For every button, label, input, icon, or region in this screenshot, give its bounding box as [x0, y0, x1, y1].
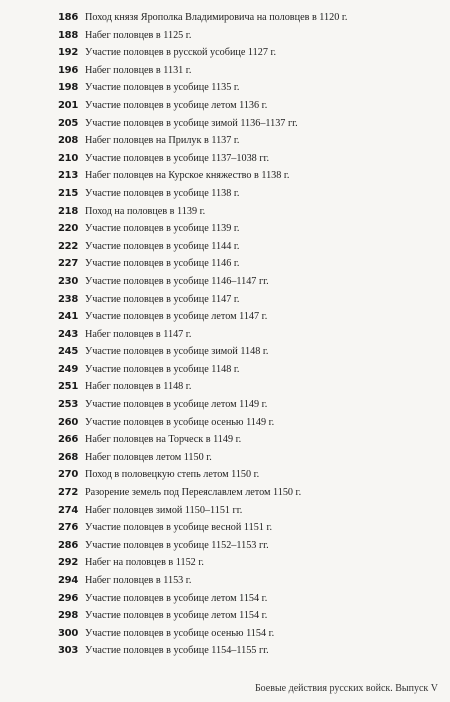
toc-entry-title: Участие половцев в усобице зимой 1136–1137 гг.	[85, 117, 298, 129]
toc-page-number: 286	[58, 539, 78, 551]
toc-entry	[48, 206, 438, 224]
toc-entry-title: Участие половцев в усобице осенью 1154 г.	[85, 627, 275, 639]
toc-entry	[48, 82, 438, 100]
toc-entry	[48, 645, 438, 663]
toc-page-number: 272	[58, 487, 78, 499]
toc-entry	[48, 118, 438, 136]
toc-page-number: 274	[58, 504, 78, 516]
toc-entry-title: Участие половцев в усобице летом 1147 г.	[85, 311, 268, 323]
toc-page-number: 188	[58, 29, 78, 41]
toc-entry-title: Участие половцев в усобице 1154–1155 гг.	[85, 645, 269, 657]
toc-entry	[48, 452, 438, 470]
toc-page-number: 266	[58, 434, 78, 446]
toc-entry	[48, 434, 438, 452]
toc-page-number: 192	[58, 47, 78, 59]
toc-page-number: 241	[58, 311, 78, 323]
toc-page-number: 186	[58, 12, 78, 23]
toc-entry	[48, 65, 438, 83]
toc-entry-title: Участие половцев в усобице весной 1151 г.	[85, 522, 273, 534]
toc-entry-title: Набег половцев на Прилук в 1137 г.	[85, 135, 240, 147]
toc-entry-title: Набег половцев в 1148 г.	[85, 381, 192, 393]
toc-page-number: 205	[58, 117, 78, 129]
toc-page-number: 227	[58, 258, 78, 270]
toc-entry-title: Участие половцев в усобице 1148 г.	[85, 363, 240, 375]
toc-entry	[48, 258, 438, 276]
toc-entry	[48, 557, 438, 575]
toc-entry	[48, 47, 438, 65]
toc-entry-title: Участие половцев в усобице 1146–1147 гг.	[85, 275, 269, 287]
toc-page-number: 260	[58, 416, 78, 428]
toc-page-number: 222	[58, 240, 78, 252]
toc-entry	[48, 294, 438, 312]
toc-page-number: 303	[58, 645, 78, 657]
toc-page-number: 208	[58, 135, 78, 147]
toc-entry	[48, 170, 438, 188]
toc-entry	[48, 346, 438, 364]
table-of-contents	[48, 12, 438, 663]
toc-page-number: 294	[58, 575, 78, 586]
toc-entry-title: Участие половцев в усобице 1144 г.	[85, 240, 240, 252]
toc-page-number: 230	[58, 275, 78, 287]
toc-entry-title: Поход в половецкую степь летом 1150 г.	[85, 469, 260, 481]
toc-entry-title: Участие половцев в усобице осенью 1149 г.	[85, 416, 275, 428]
toc-entry-title: Участие половцев в усобице зимой 1148 г.	[85, 346, 269, 358]
toc-entry	[48, 522, 438, 540]
toc-page-number: 268	[58, 451, 78, 463]
toc-entry	[48, 241, 438, 259]
toc-entry-title: Участие половцев в усобице летом 1154 г.	[85, 592, 268, 604]
toc-entry	[48, 276, 438, 294]
toc-entry-title: Участие половцев в усобице 1139 г.	[85, 223, 240, 235]
toc-entry-title: Участие половцев в русской усобице 1127 г.	[85, 47, 277, 59]
toc-entry	[48, 30, 438, 48]
toc-entry-title: Участие половцев в усобице 1152–1153 гг.	[85, 539, 269, 551]
toc-entry	[48, 540, 438, 558]
toc-entry-title: Участие половцев в усобице летом 1154 г.	[85, 610, 268, 622]
toc-entry	[48, 223, 438, 241]
toc-entry	[48, 188, 438, 206]
toc-page-number: 292	[58, 557, 78, 569]
toc-entry	[48, 364, 438, 382]
toc-entry-title: Участие половцев в усобице 1147 г.	[85, 293, 240, 305]
toc-page-number: 218	[58, 205, 78, 217]
toc-entry	[48, 135, 438, 153]
toc-page-number: 249	[58, 363, 78, 375]
toc-entry-title: Участие половцев в усобице 1137–1038 гг.	[85, 152, 270, 164]
toc-entry	[48, 399, 438, 417]
toc-entry	[48, 153, 438, 171]
toc-page-number: 298	[58, 610, 78, 622]
toc-entry-title: Набег половцев в 1147 г.	[85, 328, 192, 340]
toc-page-number: 253	[58, 399, 78, 411]
toc-entry-title: Набег половцев в 1131 г.	[85, 64, 192, 76]
toc-page-number: 270	[58, 469, 78, 481]
toc-entry-title: Набег половцев на Торческ в 1149 г.	[85, 434, 242, 446]
toc-entry	[48, 628, 438, 646]
toc-entry	[48, 100, 438, 118]
toc-page-number: 220	[58, 223, 78, 235]
toc-entry-title: Поход князя Ярополка Владимировича на половцев в 1120 г.	[85, 12, 348, 23]
toc-page-number: 238	[58, 293, 78, 305]
toc-page-number: 245	[58, 346, 78, 358]
toc-entry	[48, 593, 438, 611]
toc-entry-title: Участие половцев в усобице летом 1149 г.	[85, 399, 268, 411]
toc-entry	[48, 329, 438, 347]
toc-entry	[48, 487, 438, 505]
toc-entry	[48, 311, 438, 329]
toc-entry	[48, 12, 438, 30]
toc-page-number: 210	[58, 152, 78, 164]
running-footer: Боевые действия русских войск. Выпуск V	[254, 683, 438, 694]
toc-entry	[48, 381, 438, 399]
toc-page-number: 300	[58, 627, 78, 639]
toc-entry-title: Поход на половцев в 1139 г.	[85, 205, 206, 217]
toc-entry-title: Набег на половцев в 1152 г.	[85, 557, 204, 569]
toc-entry	[48, 575, 438, 593]
toc-entry-title: Набег половцев в 1125 г.	[85, 29, 192, 41]
toc-entry-title: Участие половцев в усобице 1138 г.	[85, 187, 240, 199]
toc-entry	[48, 505, 438, 523]
toc-entry	[48, 469, 438, 487]
toc-entry-title: Участие половцев в усобице 1135 г.	[85, 82, 240, 94]
toc-entry-title: Набег половцев летом 1150 г.	[85, 451, 212, 463]
toc-page-number: 213	[58, 170, 78, 182]
toc-entry-title: Участие половцев в усобице летом 1136 г.	[85, 99, 268, 111]
toc-page-number: 215	[58, 187, 78, 199]
toc-entry-title: Набег половцев зимой 1150–1151 гг.	[85, 504, 243, 516]
toc-page-number: 276	[58, 522, 78, 534]
toc-entry-title: Разорение земель под Переяславлем летом 1150 г.	[85, 487, 302, 499]
toc-entry-title: Участие половцев в усобице 1146 г.	[85, 258, 240, 270]
toc-page-number: 196	[58, 64, 78, 76]
toc-page-number: 296	[58, 592, 78, 604]
toc-entry-title: Набег половцев на Курское княжество в 1138 г.	[85, 170, 290, 182]
toc-entry-title: Набег половцев в 1153 г.	[85, 575, 192, 586]
toc-entry	[48, 610, 438, 628]
toc-entry	[48, 417, 438, 435]
toc-page-number: 198	[58, 82, 78, 94]
toc-page-number: 251	[58, 381, 78, 393]
toc-page-number: 201	[58, 99, 78, 111]
toc-page-number: 243	[58, 328, 78, 340]
